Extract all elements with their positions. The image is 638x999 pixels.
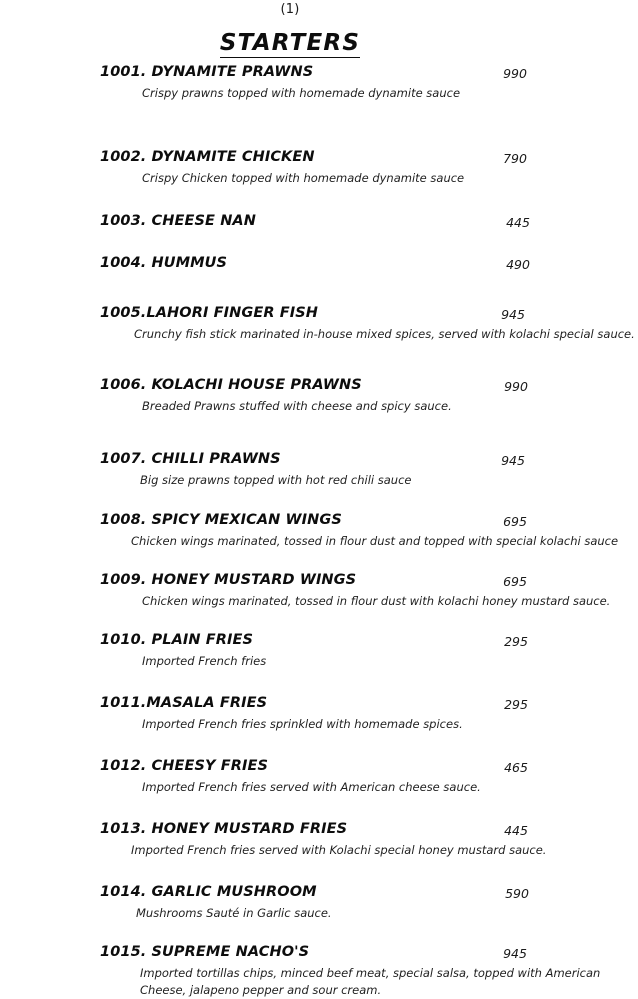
menu-item-name: 1011.MASALA FRIES: [100, 695, 268, 711]
menu-item-price: 695: [503, 574, 527, 589]
menu-item-description-line: Chicken wings marinated, tossed in flour dust with kolachi honey mustard sauce.: [142, 594, 611, 608]
menu-item-header: [0, 944, 638, 964]
menu-item-description: [0, 85, 638, 102]
menu-item: [0, 632, 638, 670]
menu-item-price: 445: [504, 823, 528, 838]
menu-item: [0, 255, 638, 275]
menu-item-description-line: Crunchy fish stick marinated in-house mixed spices, served with kolachi special sauce.: [134, 327, 635, 341]
menu-item-list: [0, 64, 638, 999]
menu-item-description-line: Imported French fries sprinkled with homemade spices.: [142, 717, 463, 731]
menu-item-price: 945: [503, 946, 527, 961]
menu-item: [0, 451, 638, 489]
menu-item-description: [0, 533, 638, 550]
menu-item-price: 295: [504, 697, 528, 712]
menu-item-description-line: Imported tortillas chips, minced beef meat, special salsa, topped with American: [140, 966, 601, 980]
menu-item-description-line: Imported French fries served with American cheese sauce.: [142, 780, 481, 794]
menu-item-header: [0, 255, 638, 275]
menu-item-description-line: Breaded Prawns stuffed with cheese and spicy sauce.: [142, 399, 452, 413]
menu-item-price: 945: [501, 453, 525, 468]
section-title-text: STARTERS: [219, 30, 361, 56]
menu-item-header: [0, 632, 638, 652]
menu-item: [0, 572, 638, 610]
menu-item-price: 945: [501, 307, 525, 322]
menu-item-name: 1007. CHILLI PRAWNS: [100, 451, 281, 467]
menu-item-description: [0, 170, 638, 187]
menu-item-name: 1010. PLAIN FRIES: [100, 632, 254, 648]
menu-item-name: 1012. CHEESY FRIES: [100, 758, 269, 774]
menu-item-header: [0, 821, 638, 841]
menu-item-name: 1003. CHEESE NAN: [100, 213, 256, 229]
menu-item: [0, 695, 638, 733]
menu-item-description: [0, 716, 638, 733]
menu-item-description-line: Chicken wings marinated, tossed in flour dust and topped with special kolachi sauce: [131, 534, 619, 548]
menu-item-name: 1001. DYNAMITE PRAWNS: [100, 64, 314, 80]
menu-item-description: [0, 779, 638, 796]
menu-item-name: 1008. SPICY MEXICAN WINGS: [100, 512, 342, 528]
menu-item: [0, 821, 638, 859]
menu-item-description: [0, 965, 638, 999]
menu-item-price: 695: [503, 514, 527, 529]
menu-item: [0, 758, 638, 796]
menu-item-description-line: Mushrooms Sauté in Garlic sauce.: [136, 906, 332, 920]
menu-item-price: 990: [503, 66, 527, 81]
menu-item-header: [0, 695, 638, 715]
menu-item-header: [0, 884, 638, 904]
menu-item-description-line: Imported French fries served with Kolachi special honey mustard sauce.: [131, 843, 547, 857]
menu-item-price: 445: [506, 215, 530, 230]
menu-item-price: 990: [504, 379, 528, 394]
menu-item-description: [0, 472, 638, 489]
menu-item-header: [0, 572, 638, 592]
page-title: [0, 30, 580, 56]
menu-item-header: [0, 149, 638, 169]
menu-item-name: 1009. HONEY MUSTARD WINGS: [100, 572, 357, 588]
menu-item-header: [0, 451, 638, 471]
menu-item-name: 1004. HUMMUS: [100, 255, 228, 271]
menu-item-description-line: Crispy Chicken topped with homemade dynamite sauce: [142, 171, 465, 185]
menu-item-header: [0, 305, 638, 325]
menu-item-price: 490: [506, 257, 530, 272]
menu-item-header: [0, 213, 638, 233]
menu-item-description-line: Imported French fries: [142, 654, 267, 668]
menu-item: [0, 64, 638, 102]
menu-item-header: [0, 512, 638, 532]
menu-item-description-line: Cheese, jalapeno pepper and sour cream.: [140, 983, 382, 997]
menu-item-name: 1002. DYNAMITE CHICKEN: [100, 149, 315, 165]
menu-item-description: [0, 905, 638, 922]
menu-item-description-line: Big size prawns topped with hot red chili sauce: [140, 473, 412, 487]
menu-item: [0, 305, 638, 343]
menu-item-description: [0, 326, 638, 343]
menu-item-name: 1005.LAHORI FINGER FISH: [100, 305, 319, 321]
menu-item: [0, 512, 638, 550]
menu-item: [0, 377, 638, 415]
menu-item-description: [0, 842, 638, 859]
menu-item-description: [0, 593, 638, 610]
menu-item: [0, 944, 638, 999]
menu-item-name: 1014. GARLIC MUSHROOM: [100, 884, 317, 900]
menu-item-description-line: Crispy prawns topped with homemade dynamite sauce: [142, 86, 461, 100]
menu-item-description: [0, 398, 638, 415]
menu-item-description: [0, 653, 638, 670]
menu-item: [0, 884, 638, 922]
page-number: (1): [280, 2, 300, 17]
menu-item: [0, 213, 638, 233]
menu-item-price: 790: [503, 151, 527, 166]
menu-item-name: 1013. HONEY MUSTARD FRIES: [100, 821, 348, 837]
menu-item-price: 590: [505, 886, 529, 901]
menu-item-price: 295: [504, 634, 528, 649]
menu-item-name: 1006. KOLACHI HOUSE PRAWNS: [100, 377, 362, 393]
menu-item-name: 1015. SUPREME NACHO'S: [100, 944, 310, 960]
menu-item-header: [0, 64, 638, 84]
menu-item-price: 465: [504, 760, 528, 775]
menu-item-header: [0, 377, 638, 397]
menu-item: [0, 149, 638, 187]
menu-item-header: [0, 758, 638, 778]
